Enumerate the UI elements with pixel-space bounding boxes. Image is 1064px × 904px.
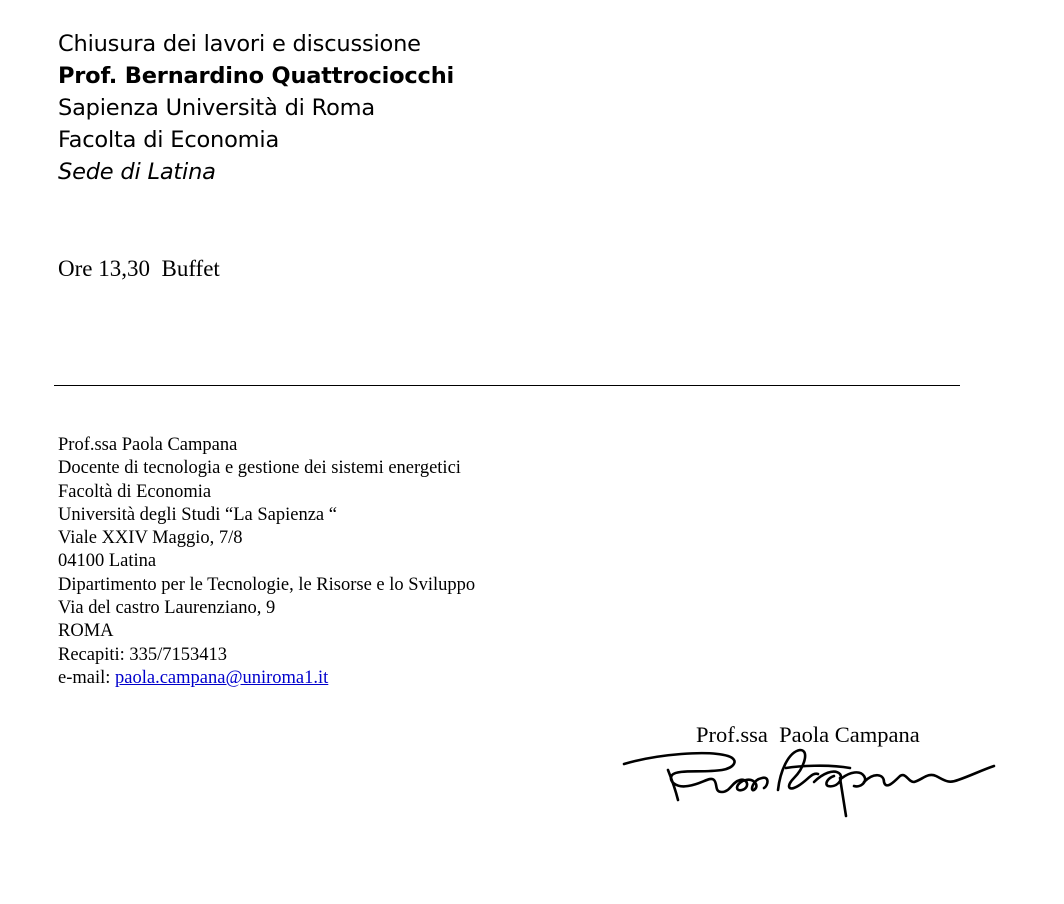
speaker-name: Prof. Bernardino Quattrociocchi (58, 63, 455, 89)
handwritten-signature (618, 742, 1003, 822)
speaker-faculty: Facolta di Economia (58, 127, 280, 153)
session-title: Chiusura dei lavori e discussione (58, 31, 421, 57)
contact-address-city: 04100 Latina (58, 551, 157, 572)
speaker-university: Sapienza Università di Roma (58, 95, 375, 121)
speaker-venue: Sede di Latina (58, 159, 216, 185)
signature-name: Prof.ssa Paola Campana (696, 722, 920, 747)
contact-phone: Recapiti: 335/7153413 (58, 644, 228, 665)
contact-department-city: ROMA (58, 621, 114, 642)
contact-department-street: Via del castro Laurenziano, 9 (58, 598, 276, 619)
buffet-schedule: Ore 13,30 Buffet (58, 256, 220, 281)
email-link[interactable]: paola.campana@uniroma1.it (115, 667, 329, 688)
contact-faculty: Facoltà di Economia (58, 481, 212, 502)
contact-name: Prof.ssa Paola Campana (58, 435, 238, 455)
contact-email-row (58, 667, 475, 690)
contact-block (58, 434, 475, 690)
session-closing-block (58, 28, 454, 188)
contact-role: Docente di tecnologia e gestione dei sistemi energetici (58, 458, 461, 479)
contact-university: Università degli Studi “La Sapienza “ (58, 504, 337, 525)
section-divider (54, 385, 960, 386)
email-label: e-mail: (58, 667, 116, 688)
contact-department: Dipartimento per le Tecnologie, le Risorse e lo Sviluppo (58, 574, 476, 595)
contact-address-street: Viale XXIV Maggio, 7/8 (58, 528, 243, 549)
